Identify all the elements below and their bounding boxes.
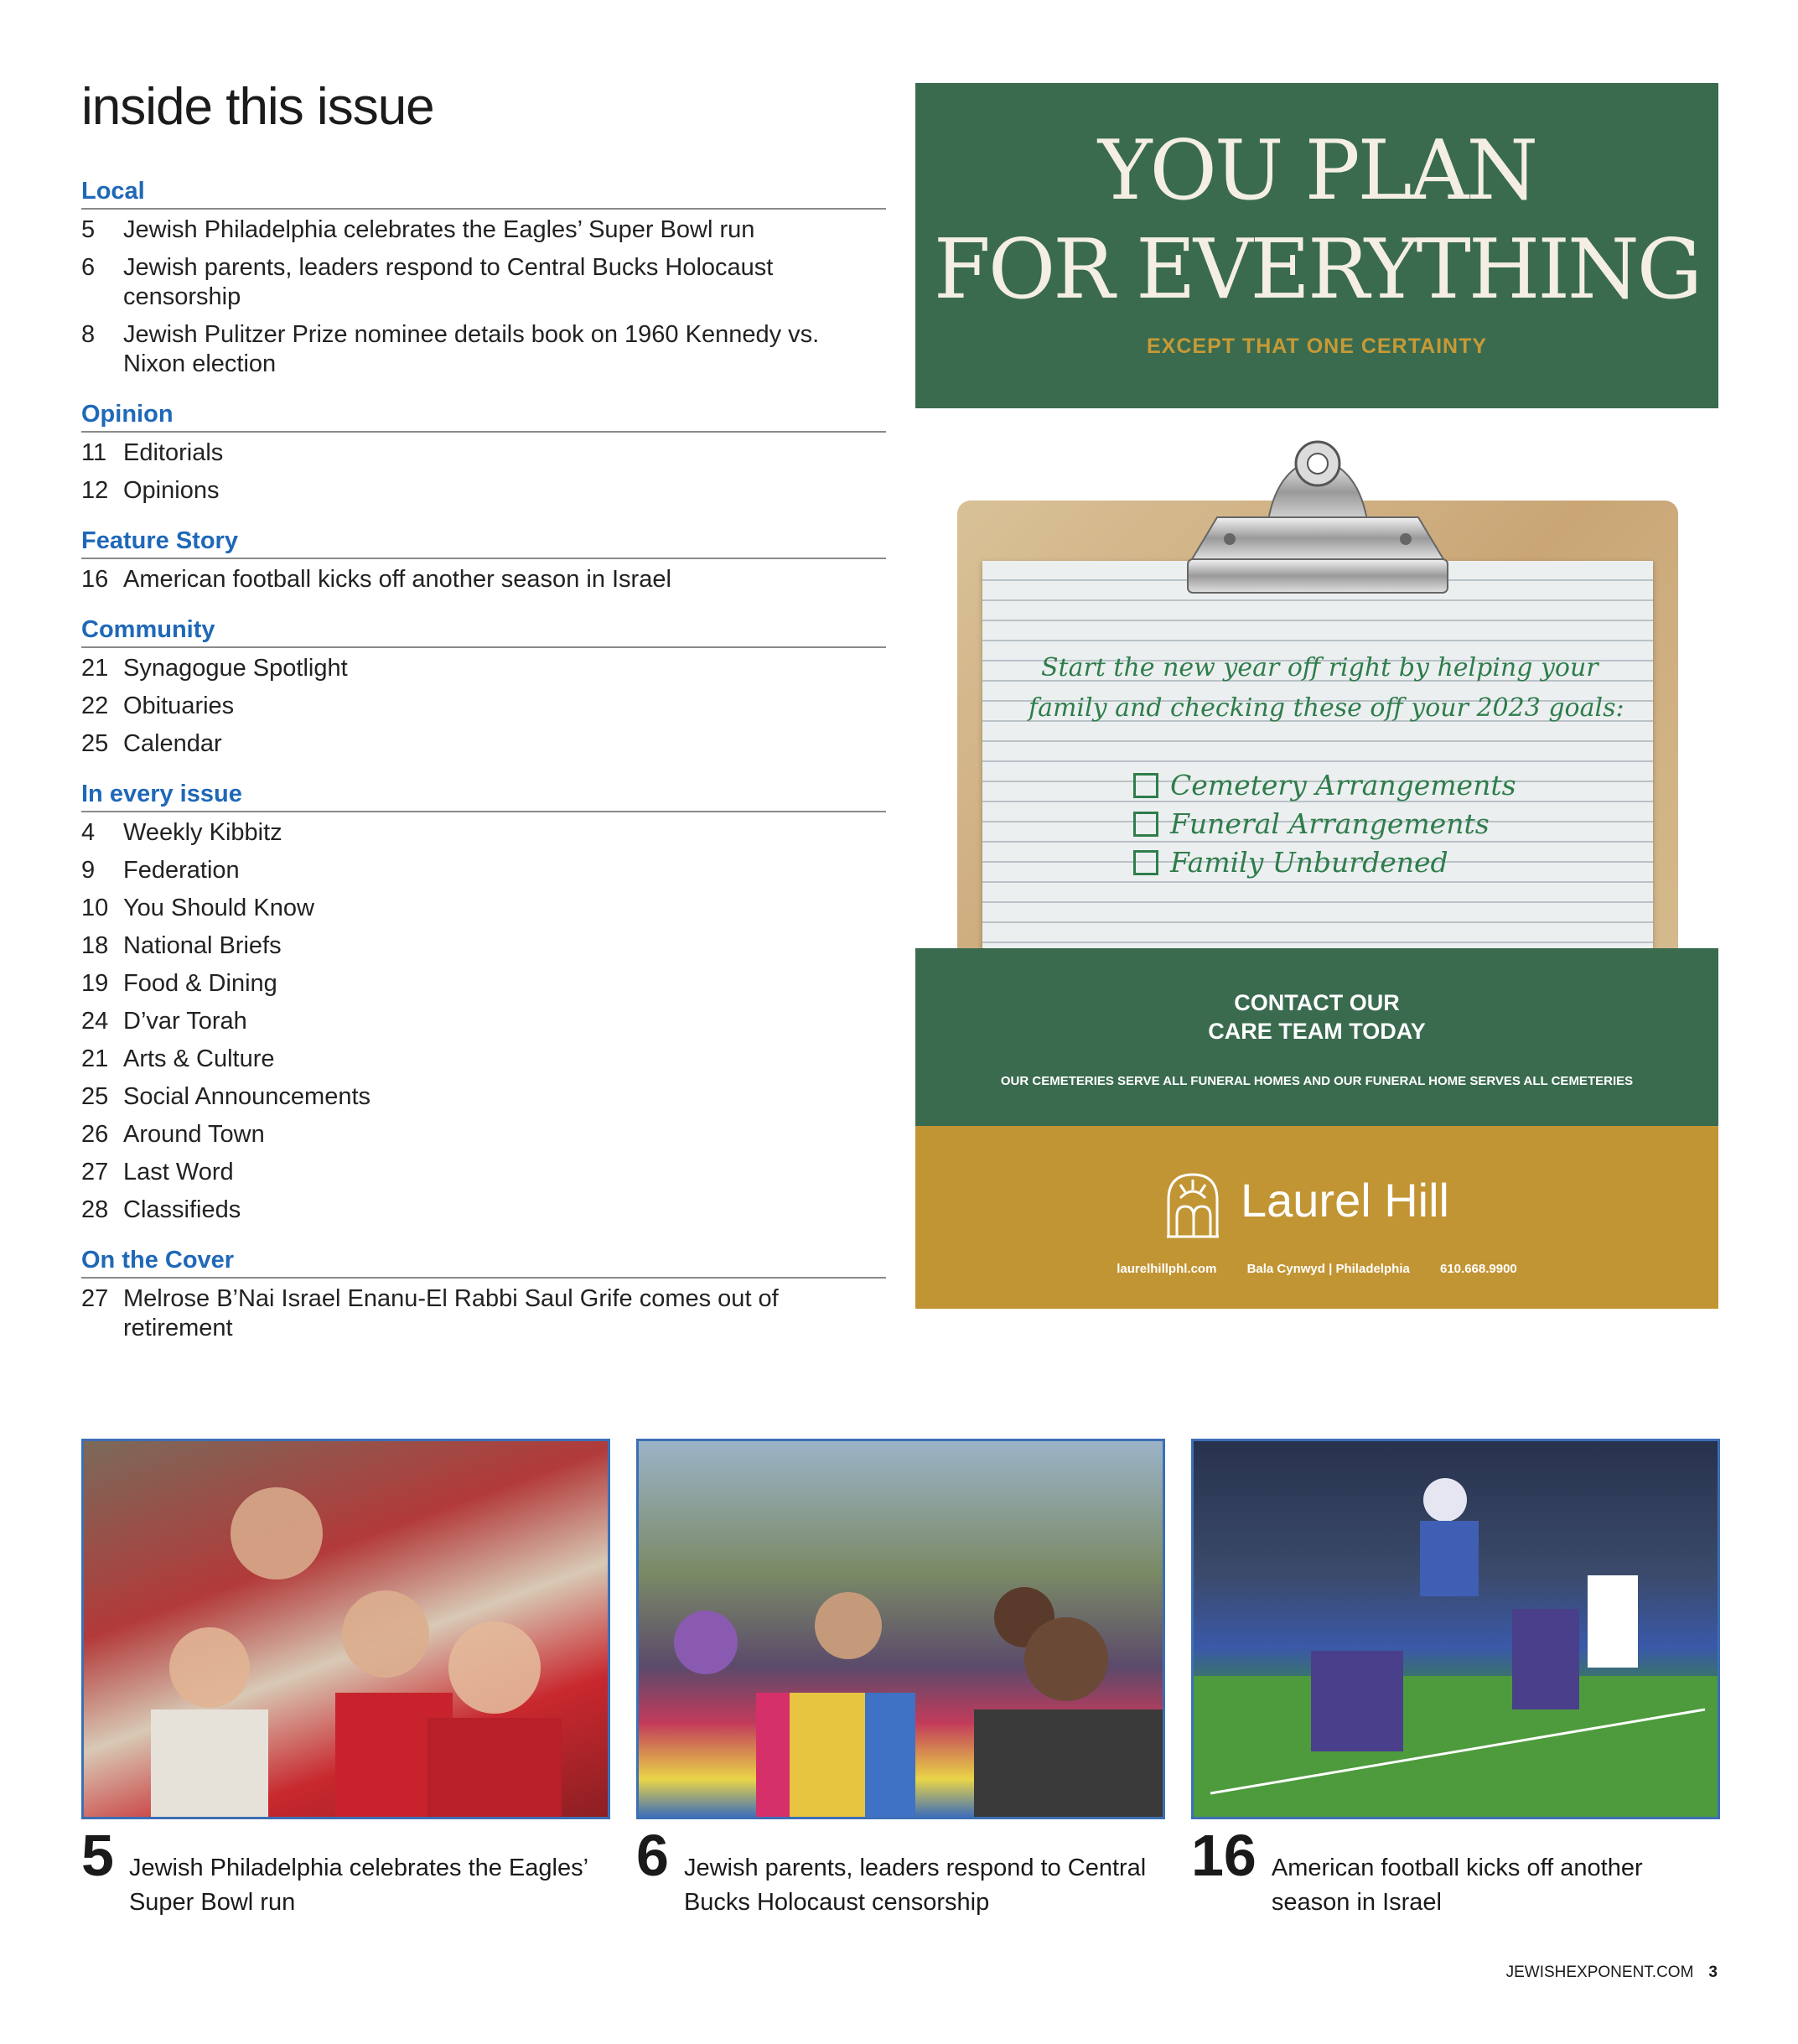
toc-entry-text: Calendar xyxy=(123,730,222,757)
toc-page-number: 8 xyxy=(81,321,96,348)
ad-headline xyxy=(915,122,1718,319)
toc-section-opinion xyxy=(81,399,886,506)
caption-text: Jewish Philadelphia celebrates the Eagles’ Super Bowl run xyxy=(128,1855,588,1916)
photo-placeholder-icon xyxy=(639,1441,1163,1817)
toc-entry-text: Jewish parents, leaders respond to Central Bucks Holocaust censorship xyxy=(123,254,774,310)
toc-entry[interactable] xyxy=(81,320,886,379)
ad-contact-subtext: OUR CEMETERIES SERVE ALL FUNERAL HOMES AND OUR FUNERAL HOME SERVES ALL CEMETERIES xyxy=(1000,1074,1634,1088)
toc-entry[interactable] xyxy=(81,1082,886,1112)
ad-contact-title xyxy=(915,988,1718,1045)
laurel-hill-advertisement[interactable] xyxy=(915,83,1718,1309)
toc-page-number: 11 xyxy=(81,439,107,466)
toc-section-heading: Opinion xyxy=(81,399,886,433)
checklist-item-label: Family Unburdened xyxy=(1170,846,1448,879)
caption-text: American football kicks off another season in Israel xyxy=(1271,1855,1643,1916)
photo-caption xyxy=(636,1823,1156,1920)
caption-text: Jewish parents, leaders respond to Central Bucks Holocaust censorship xyxy=(683,1855,1147,1916)
toc-entry-text: Arts & Culture xyxy=(123,1045,275,1072)
ad-contact-panel xyxy=(915,948,1718,1126)
checklist-item-label: Funeral Arrangements xyxy=(1170,807,1490,840)
toc-title: inside this issue xyxy=(81,78,434,136)
brand-name: Laurel Hill xyxy=(1241,1174,1449,1227)
toc-entry[interactable] xyxy=(81,215,886,245)
toc-page-number: 22 xyxy=(81,693,109,719)
toc-entry-text: Last Word xyxy=(123,1159,234,1185)
checklist-item xyxy=(1133,769,1516,802)
toc-page-number: 12 xyxy=(81,477,109,504)
toc-entry[interactable] xyxy=(81,729,886,759)
toc-entry-text: Editorials xyxy=(123,439,224,466)
toc-entry[interactable] xyxy=(81,253,886,312)
toc-entry[interactable] xyxy=(81,856,886,885)
toc-entry-text: Around Town xyxy=(123,1121,265,1148)
toc-page-number: 18 xyxy=(81,932,109,959)
ad-tagline: EXCEPT THAT ONE CERTAINTY xyxy=(1146,335,1488,358)
caption-page-number: 16 xyxy=(1191,1823,1257,1888)
toc-entry-text: Synagogue Spotlight xyxy=(123,655,348,682)
toc-entry-text: You Should Know xyxy=(123,895,314,921)
toc-entry[interactable] xyxy=(81,1120,886,1149)
toc-entry-text: Opinions xyxy=(123,477,220,504)
photo-eagles-celebration[interactable] xyxy=(81,1439,610,1819)
toc-section-heading: On the Cover xyxy=(81,1245,886,1279)
table-of-contents xyxy=(81,74,886,1363)
toc-page-number: 25 xyxy=(81,730,109,757)
toc-entry[interactable] xyxy=(81,1045,886,1074)
toc-page-number: 9 xyxy=(81,857,96,884)
toc-entry-text: American football kicks off another season in Israel xyxy=(123,566,671,593)
toc-page-number: 26 xyxy=(81,1121,109,1148)
photo-caption xyxy=(81,1823,593,1920)
clipboard-clip-icon xyxy=(1167,433,1469,610)
handwritten-note-line1: Start the new year off right by helping your xyxy=(1041,653,1599,682)
page-footer xyxy=(1506,1964,1718,1982)
ad-brand-panel xyxy=(915,1126,1718,1309)
toc-entry[interactable] xyxy=(81,1196,886,1225)
toc-page-number: 24 xyxy=(81,1008,109,1035)
toc-section-heading: Feature Story xyxy=(81,526,886,559)
toc-page-number: 21 xyxy=(81,1045,109,1072)
toc-entry[interactable] xyxy=(81,1284,886,1343)
ad-headline-line1: YOU PLAN xyxy=(1097,123,1536,219)
toc-page-number: 19 xyxy=(81,970,109,997)
checkbox-icon xyxy=(1133,850,1158,875)
toc-entry[interactable] xyxy=(81,565,886,594)
toc-section-community xyxy=(81,615,886,759)
toc-entry[interactable] xyxy=(81,1158,886,1187)
ad-contact-line1: CONTACT OUR xyxy=(1234,990,1400,1015)
toc-page-number: 27 xyxy=(81,1285,109,1312)
toc-entry-text: Federation xyxy=(123,857,240,884)
toc-entry-text: Weekly Kibbitz xyxy=(123,819,282,846)
toc-page-number: 28 xyxy=(81,1196,109,1223)
toc-page-number: 6 xyxy=(81,254,96,281)
checklist-item xyxy=(1133,807,1490,840)
ad-header-panel xyxy=(915,83,1718,408)
toc-entry-text: Jewish Pulitzer Prize nominee details book on 1960 Kennedy vs. Nixon election xyxy=(123,321,820,377)
toc-entry-text: Food & Dining xyxy=(123,970,277,997)
toc-entry[interactable] xyxy=(81,931,886,961)
toc-entry-text: National Briefs xyxy=(123,932,282,959)
toc-entry[interactable] xyxy=(81,692,886,721)
photo-placeholder-icon xyxy=(1194,1441,1718,1817)
toc-page-number: 25 xyxy=(81,1083,109,1110)
toc-entry[interactable] xyxy=(81,969,886,999)
toc-entry[interactable] xyxy=(81,894,886,923)
toc-page-number: 16 xyxy=(81,566,109,593)
toc-entry-text: Social Announcements xyxy=(123,1083,371,1110)
toc-section-heading: In every issue xyxy=(81,779,886,812)
phone-number[interactable]: 610.668.9900 xyxy=(1440,1262,1517,1276)
photo-central-bucks-protest[interactable] xyxy=(636,1439,1165,1819)
toc-page-number: 5 xyxy=(81,216,96,243)
toc-entry-text: Jewish Philadelphia celebrates the Eagles’ Super Bowl run xyxy=(123,216,755,243)
photo-israel-football[interactable] xyxy=(1191,1439,1720,1819)
toc-section-heading: Community xyxy=(81,615,886,648)
toc-page-number: 4 xyxy=(81,819,96,846)
toc-page-number: 21 xyxy=(81,655,109,682)
locations: Bala Cynwyd | Philadelphia xyxy=(1246,1262,1410,1276)
toc-page-number: 10 xyxy=(81,895,109,921)
handwritten-note-line2: family and checking these off your 2023 goals: xyxy=(1029,693,1624,723)
photo-placeholder-icon xyxy=(84,1441,608,1817)
caption-page-number: 6 xyxy=(636,1823,669,1888)
toc-entry[interactable] xyxy=(81,818,886,848)
photo-caption xyxy=(1191,1823,1711,1920)
toc-page-number: 27 xyxy=(81,1159,109,1185)
caption-page-number: 5 xyxy=(81,1823,114,1888)
toc-section-local xyxy=(81,176,886,379)
footer-page-number: 3 xyxy=(1708,1964,1718,1981)
checklist-item xyxy=(1133,846,1448,879)
ad-contact-line2: CARE TEAM TODAY xyxy=(1208,1019,1426,1044)
toc-section-in-every-issue xyxy=(81,779,886,1225)
toc-entry[interactable] xyxy=(81,438,886,468)
toc-section-heading: Local xyxy=(81,176,886,210)
checkbox-icon xyxy=(1133,773,1158,798)
toc-entry-text: Obituaries xyxy=(123,693,235,719)
toc-entry[interactable] xyxy=(81,654,886,683)
toc-section-feature-story xyxy=(81,526,886,594)
toc-section-on-the-cover xyxy=(81,1245,886,1343)
brand-contacts xyxy=(915,1262,1718,1276)
toc-entry-text: D’var Torah xyxy=(123,1008,247,1035)
toc-entry[interactable] xyxy=(81,1007,886,1036)
ad-headline-line2: FOR EVERYTHING xyxy=(933,222,1701,318)
laurel-hill-logo-icon xyxy=(1163,1170,1222,1238)
footer-site[interactable]: JEWISHEXPONENT.COM xyxy=(1505,1964,1694,1981)
toc-entry-text: Classifieds xyxy=(123,1196,241,1223)
checkbox-icon xyxy=(1133,812,1158,837)
website-link[interactable]: laurelhillphl.com xyxy=(1117,1262,1217,1276)
toc-entry[interactable] xyxy=(81,476,886,506)
toc-entry-text: Melrose B’Nai Israel Enanu-El Rabbi Saul Grife comes out of retirement xyxy=(123,1285,779,1341)
checklist-item-label: Cemetery Arrangements xyxy=(1170,769,1516,802)
